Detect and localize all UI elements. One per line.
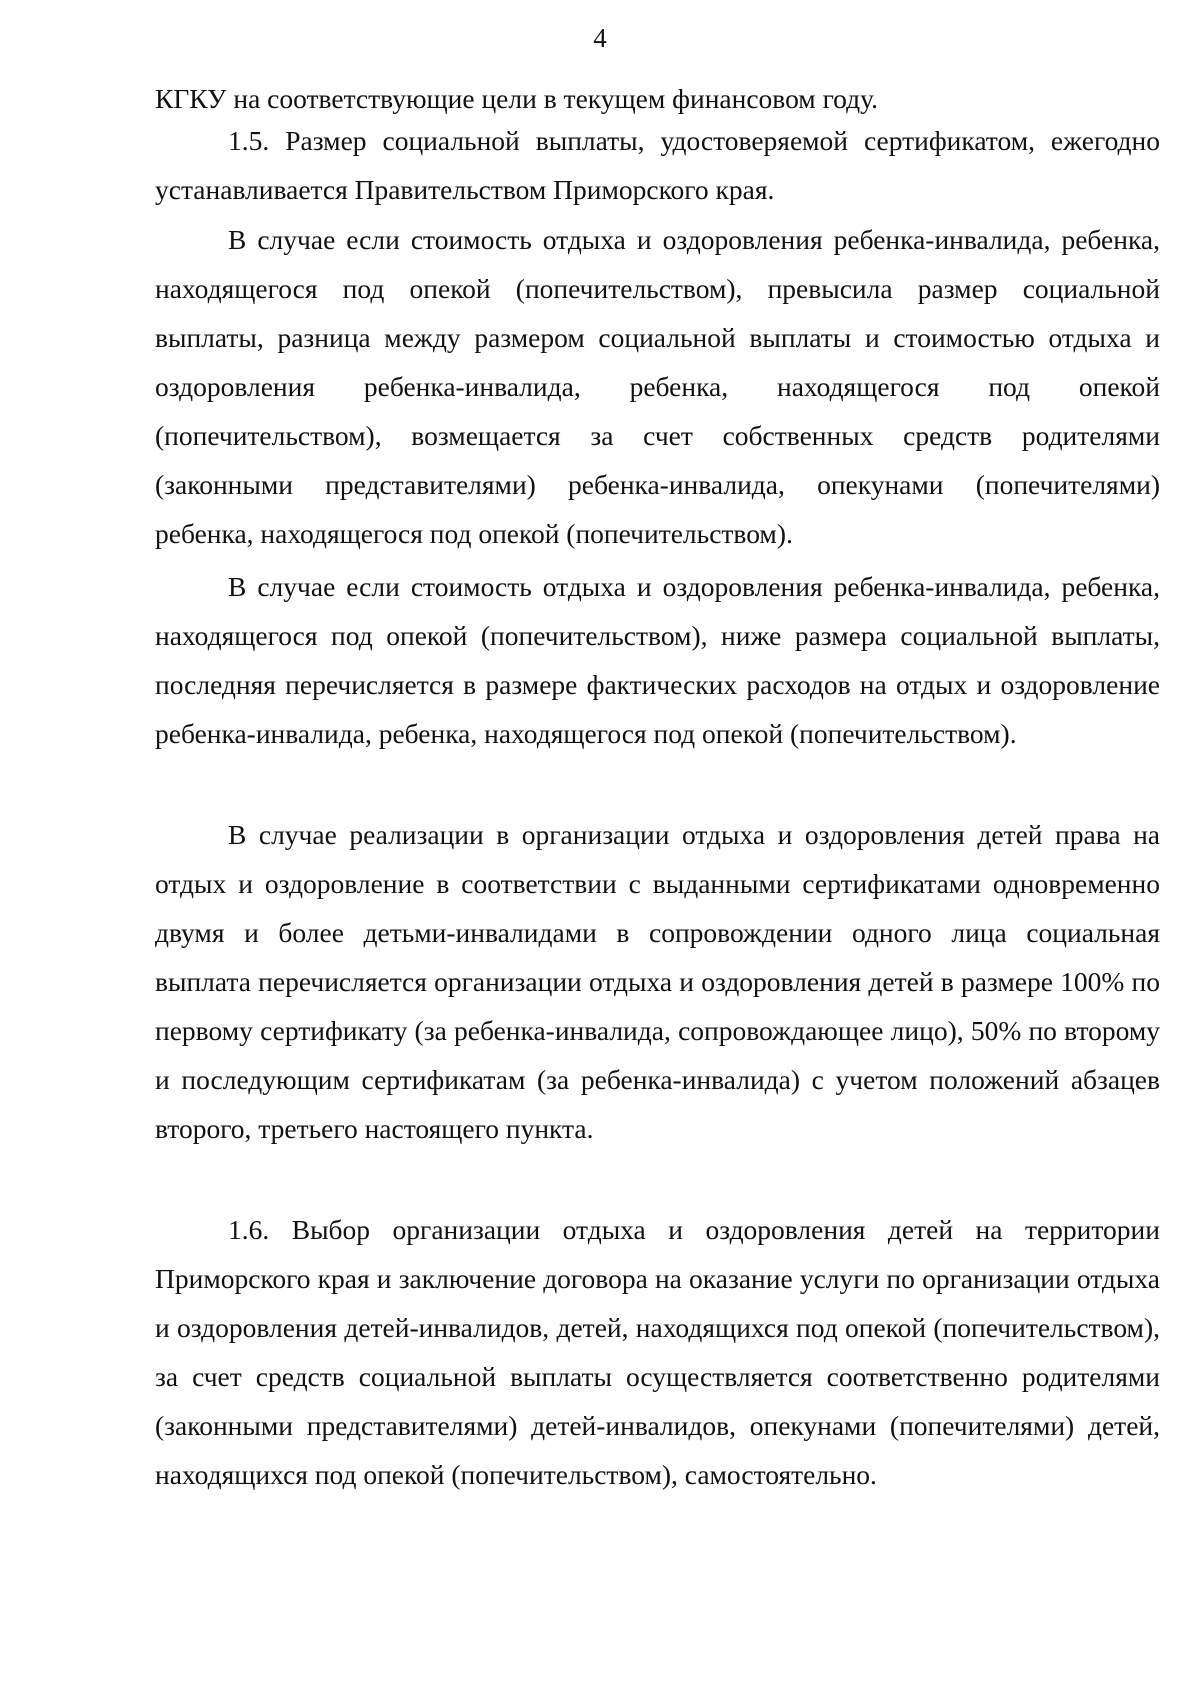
paragraph-multiple-children: В случае реализации в организации отдыха и оздоровления детей права на отдых и оздоровление в соответствии с выданными сертификатами одновременно двумя и более детьми-инвалидами в сопровождении одного лица социальная выплата перечисляется организации отдыха и оздоровления детей в размере 100% по первому сертификату (за ребенка-инвалида, сопровождающее лицо), 50% по второму и последующим сертификатам (за ребенка-инвалида) с учетом положений абзацев второго, третьего настоящего пункта.	[155, 819, 1160, 1144]
paragraph-excess-cost: В случае если стоимость отдыха и оздоровления ребенка-инвалида, ребенка, находящегося под опекой (попечительством), превысила размер социальной выплаты, разница между размером социальной выплаты и стоимостью отдыха и оздоровления ребенка-инвалида, ребенка, находящегося под опекой (попечительством), возмещается за счет собственных средств родителями (законными представителями) ребенка-инвалида, опекунами (попечителями) ребенка, находящегося под опекой (попечительством).	[155, 224, 1160, 549]
paragraph-continuation: КГКУ на соответствующие цели в текущем финансовом году.	[155, 83, 879, 114]
paragraph-1-5: 1.5. Размер социальной выплаты, удостоверяемой сертификатом, ежегодно устанавливается Правительством Приморского края.	[155, 125, 1160, 205]
page-number: 4	[593, 23, 607, 53]
paragraph-lower-cost: В случае если стоимость отдыха и оздоровления ребенка-инвалида, ребенка, находящегося под опекой (попечительством), ниже размера социальной выплаты, последняя перечисляется в размере фактических расходов на отдых и оздоровление ребенка-инвалида, ребенка, находящегося под опекой (попечительством).	[155, 571, 1160, 749]
paragraph-1-6: 1.6. Выбор организации отдыха и оздоровления детей на территории Приморского края и заключение договора на оказание услуги по организации отдыха и оздоровления детей-инвалидов, детей, находящихся под опекой (попечительством), за счет средств социальной выплаты осуществляется соответственно родителями (законными представителями) детей-инвалидов, опекунами (попечителями) детей, находящихся под опекой (попечительством), самостоятельно.	[155, 1214, 1160, 1490]
